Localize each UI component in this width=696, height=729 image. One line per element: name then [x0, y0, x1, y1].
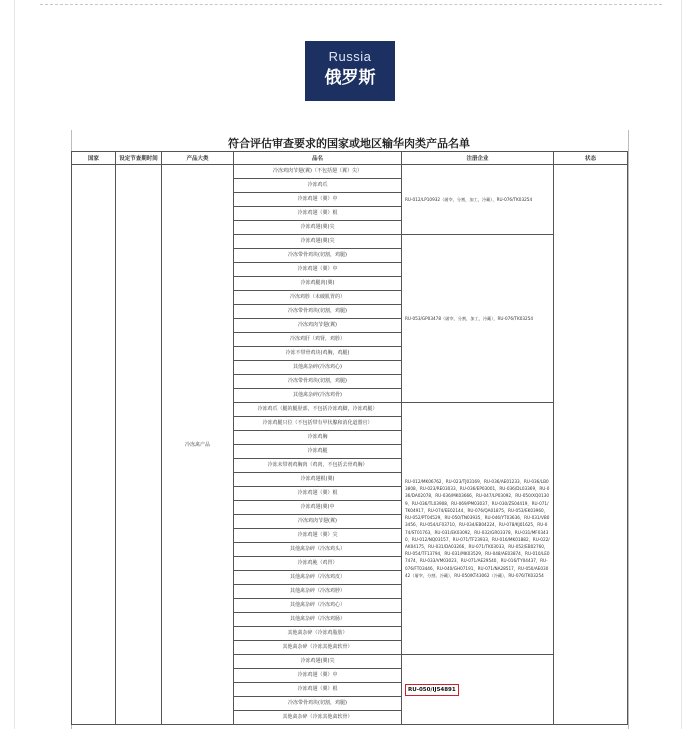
product-name-cell: 冷冻鸡肉节翅(翼) [234, 319, 402, 333]
status-cell [554, 165, 628, 725]
product-name-cell: 其他禽杂碎（冷冻鸡脖） [234, 585, 402, 599]
header-review-date: 设定节查期时间 [116, 152, 162, 165]
product-name-cell: 其他禽杂碎（冷冻鸡肠） [234, 613, 402, 627]
country-cell [72, 165, 116, 725]
table-row [72, 165, 628, 179]
country-name-english: Russia [328, 49, 372, 64]
product-name-cell: 冷冻鸡翅（翼）尖 [234, 529, 402, 543]
product-name-cell: 其他禽杂碎（冷冻鸡头） [234, 543, 402, 557]
enterprise-cell: RU-012/LP10932（屠宰，分割，加工，冷藏），RU-076/TK03254 [402, 165, 554, 235]
product-name-cell: 其他禽杂碎（冷冻鸡心） [234, 599, 402, 613]
product-name-cell: 冷冻鸡爪（腿的腿胫部，不包括冷冻鸡脚，冷冻鸡腿） [234, 403, 402, 417]
product-name-cell: 冷冻鸡翅（翼）根 [234, 487, 402, 501]
enterprise-cell [402, 655, 554, 725]
dashed-divider [40, 4, 662, 5]
product-name-cell: 冷冻鸡翅（翼）中 [234, 193, 402, 207]
enterprise-cell: RU-053/GP03478（屠宰，分割，加工，冷藏），RU-076/TK03254 [402, 235, 554, 403]
review-date-cell [116, 165, 162, 725]
table-header-row [72, 152, 628, 165]
product-name-cell: 冷冻鸡翅（翼）根 [234, 207, 402, 221]
page-frame-left [14, 0, 15, 729]
product-name-cell: 冷冻带骨鸡块(切割，鸡腿) [234, 249, 402, 263]
enterprise-cell: RU-012/MK06762，RU-023/TJ03169，RU-036/AE01233，RU-036/LB03808，RU-023/RE03033，RU-036/EP03001，RU-036/DL03369，RU-036/DA02078，RU-036/MK03666，RU-047/LP03092，RU-050/XQ01309，RU-036/TL03908，RU-069/PM03037，RU-030/ZS04419，RU-071/TK04917，RU-074/EE02144，RU-076/QA01875，RU-053/EK03960，RU-052/PT04529，RU-050/TN03935，RU-046/YT03636，RU-031/VB03456，RU-054/LF03710，RU-034/EB04224，RU-078/KJ01625，RU-074/ST01763，RU-031/EK03092，RU-032/GR03378，RU-031/MF03430，RU-012/NQ03157，RU-071/TF23933，RU-016/MK01882，RU-022/AK04175，RU-031/DA03266，RU-071/TK03033，RU-052/EB02760，RU-054/TF13794，RU-031/MK03529，RU-048/AE03874，RU-010/LE07474，RU-033/VM03023，RU-071/AE29540，RU-016/TY04437，RU-076/FT03446，RU-040/GH07191，RU-071/NA28517，RU-050/AE03042（屠宰，分割，冷藏），RU-050/KT43062（冷藏），RU-076/TK03254 [402, 403, 554, 655]
product-name-cell: 冷冻鸡翅(翼)尖 [234, 235, 402, 249]
product-name-cell: 冷冻鸡腿肉(翼) [234, 277, 402, 291]
product-name-cell: 冷冻鸡肫（鸡胃） [234, 557, 402, 571]
product-name-cell: 冷冻鸡肝（鸡肾，鸡胗） [234, 333, 402, 347]
product-name-cell: 其他禽杂碎（冷冻鸡皮） [234, 571, 402, 585]
highlighted-enterprise-code: RU-050/IJ54891 [405, 684, 459, 696]
category-cell: 冷冻禽产品 [162, 165, 234, 725]
product-name-cell: 冷冻带骨鸡块(切割，鸡腿) [234, 305, 402, 319]
product-name-cell: 冷冻未带剂鸡胸肉（鸡肉，不包括去骨鸡胸） [234, 459, 402, 473]
country-name-chinese: 俄罗斯 [324, 68, 376, 88]
country-badge [305, 41, 395, 101]
product-name-cell: 其他禽杂碎（冷冻其他禽软骨） [234, 641, 402, 655]
product-name-cell: 冷冻鸡肉节翅(翼)（不包括翅（翼）尖） [234, 165, 402, 179]
header-category: 产品大类 [162, 152, 234, 165]
product-name-cell: 冷冻鸡肉节翅(翼) [234, 515, 402, 529]
product-list-table [71, 151, 628, 725]
product-name-cell: 冷冻鸡翅（翼）中 [234, 669, 402, 683]
header-status: 状态 [554, 152, 628, 165]
product-name-cell: 冷冻带骨鸡块(切割，鸡腿) [234, 697, 402, 711]
product-name-cell: 冷冻鸡翅根(翼) [234, 473, 402, 487]
page-frame-right [681, 0, 682, 729]
product-name-cell: 冷冻鸡翅(翼)尖 [234, 655, 402, 669]
product-name-cell: 冷冻不带骨鸡块(鸡胸，鸡腿) [234, 347, 402, 361]
product-name-cell: 其他禽杂碎（冷冻鸡脂肪） [234, 627, 402, 641]
product-name-cell: 其他禽杂碎(冷冻鸡心) [234, 361, 402, 375]
product-name-cell: 冷冻鸡翅（翼）中 [234, 263, 402, 277]
product-name-cell: 冷冻鸡腿 [234, 445, 402, 459]
product-name-cell: 冷冻鸡腿只位（不包括带有甲状腺和消化道器官） [234, 417, 402, 431]
product-name-cell: 冷冻鸡胸 [234, 431, 402, 445]
product-name-cell: 冷冻鸡爪 [234, 179, 402, 193]
header-product-name: 品名 [234, 152, 402, 165]
product-name-cell: 冷冻鸡翅（翼）根 [234, 683, 402, 697]
product-name-cell: 其他禽杂碎(冷冻鸡骨) [234, 389, 402, 403]
product-name-cell: 其他禽杂碎（冷冻其他禽软骨） [234, 711, 402, 725]
document-title: 符合评估审查要求的国家或地区输华肉类产品名单 [228, 137, 470, 150]
header-enterprise: 注册企业 [402, 152, 554, 165]
header-country: 国家 [72, 152, 116, 165]
product-name-cell: 冷冻鸡胗（未破肌胃的） [234, 291, 402, 305]
product-name-cell: 冷冻鸡翅(翼)尖 [234, 221, 402, 235]
product-name-cell: 冷冻带骨鸡块(切割，鸡腿) [234, 375, 402, 389]
product-name-cell: 冷冻鸡翅(翼)中 [234, 501, 402, 515]
